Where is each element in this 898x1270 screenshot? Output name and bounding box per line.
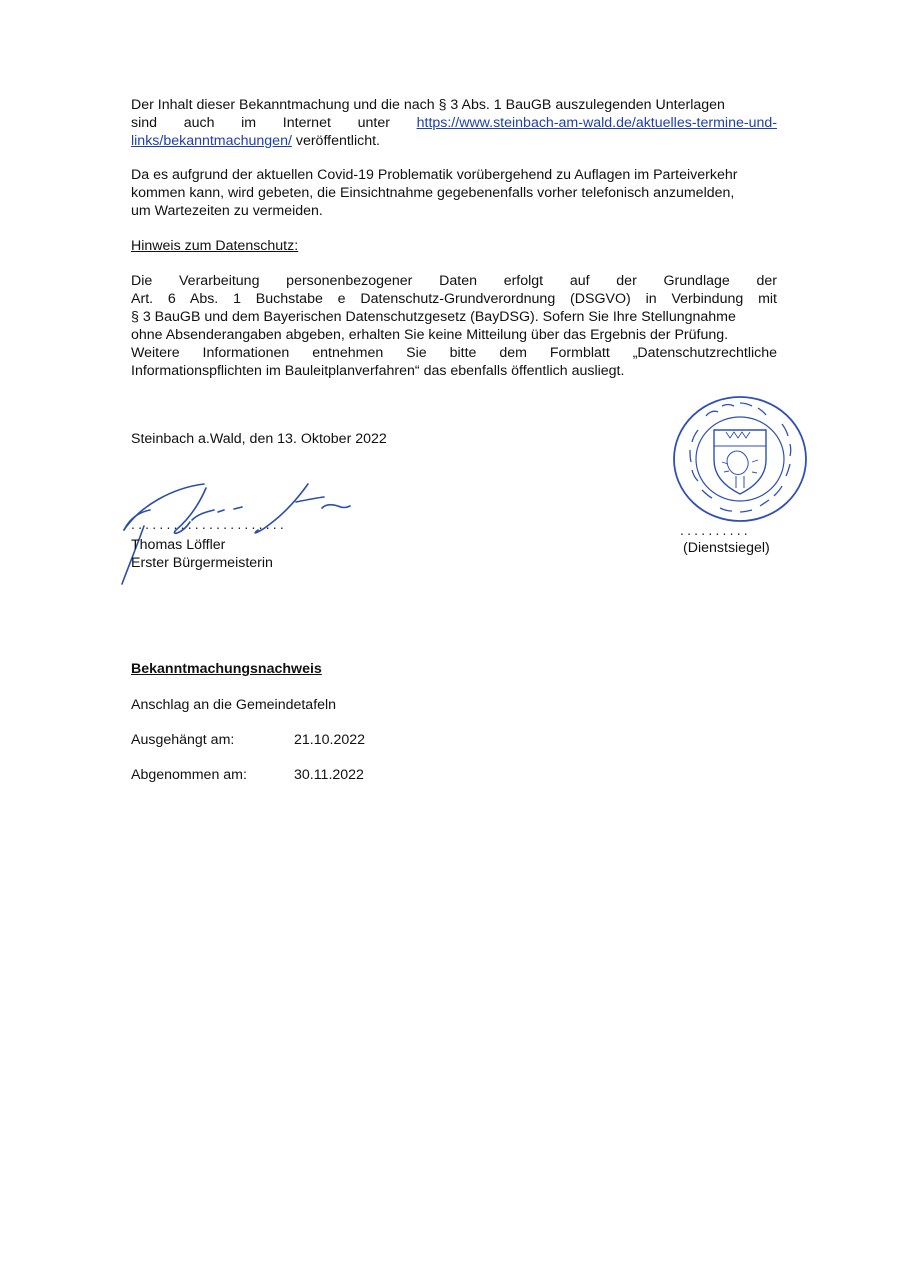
intro-line-1: Der Inhalt dieser Bekanntmachung und die nach § 3 Abs. 1 BauGB auszulegenden Unterlagen [131,97,725,113]
posted-label: Ausgehängt am: [131,732,235,748]
covid-line-2: kommen kann, wird gebeten, die Einsichtnahme gegebenenfalls vorher telefonisch anzumelden, [131,185,735,201]
covid-line-3: um Wartezeiten zu vermeiden. [131,203,323,219]
covid-paragraph [131,166,777,220]
intro-word: unter [357,115,390,131]
privacy-line-5: Weitere Informationen entnehmen Sie bitte dem Formblatt „Datenschutzrechtliche [131,345,777,361]
intro-paragraph [131,96,777,150]
intro-word: auch [183,115,215,131]
signer-role: Erster Bürgermeisterin [131,555,273,571]
privacy-paragraph [131,272,777,380]
notice-heading: Bekanntmachungsnachweis [131,661,322,677]
official-seal [670,392,815,532]
privacy-line-4: ohne Absenderangaben abgeben, erhalten Sie keine Mitteilung über das Ergebnis der Prüfung. [131,327,729,343]
website-link-part-1[interactable]: https://www.steinbach-am-wald.de/aktuelles-termine-und- [416,115,777,131]
privacy-line-2: Art. 6 Abs. 1 Buchstabe e Datenschutz-Grundverordnung (DSGVO) in Verbindung mit [131,291,777,307]
intro-line-3 [131,132,777,150]
intro-word: sind [131,115,158,131]
removed-date: 30.11.2022 [294,767,364,783]
privacy-heading: Hinweis zum Datenschutz: [131,238,299,254]
seal-line: .......... [680,522,751,538]
intro-word: im [241,115,257,131]
signer-name: Thomas Löffler [131,537,226,553]
intro-line-2 [131,114,777,132]
posted-date: 21.10.2022 [294,732,366,748]
covid-line-1: Da es aufgrund der aktuellen Covid-19 Problematik vorübergehend zu Auflagen im Parteiverkehr [131,167,738,183]
privacy-line-6: Informationspflichten im Bauleitplanverfahren“ das ebenfalls öffentlich ausliegt. [131,363,625,379]
privacy-line-3: § 3 BauGB und dem Bayerischen Datenschutzgesetz (BayDSG). Sofern Sie Ihre Stellungnahme [131,309,736,325]
privacy-line-1: Die Verarbeitung personenbezogener Daten erfolgt auf der Grundlage der [131,273,777,289]
notice-posting: Anschlag an die Gemeindetafeln [131,697,337,713]
place-date: Steinbach a.Wald, den 13. Oktober 2022 [131,431,387,447]
intro-line-3-rest: veröffentlicht. [291,133,380,149]
seal-caption: (Dienstsiegel) [683,540,770,556]
intro-word: Internet [282,115,331,131]
removed-label: Abgenommen am: [131,767,247,783]
website-link-part-2[interactable]: links/bekanntmachungen/ [131,133,292,149]
signature-line: ...................... [131,516,287,532]
